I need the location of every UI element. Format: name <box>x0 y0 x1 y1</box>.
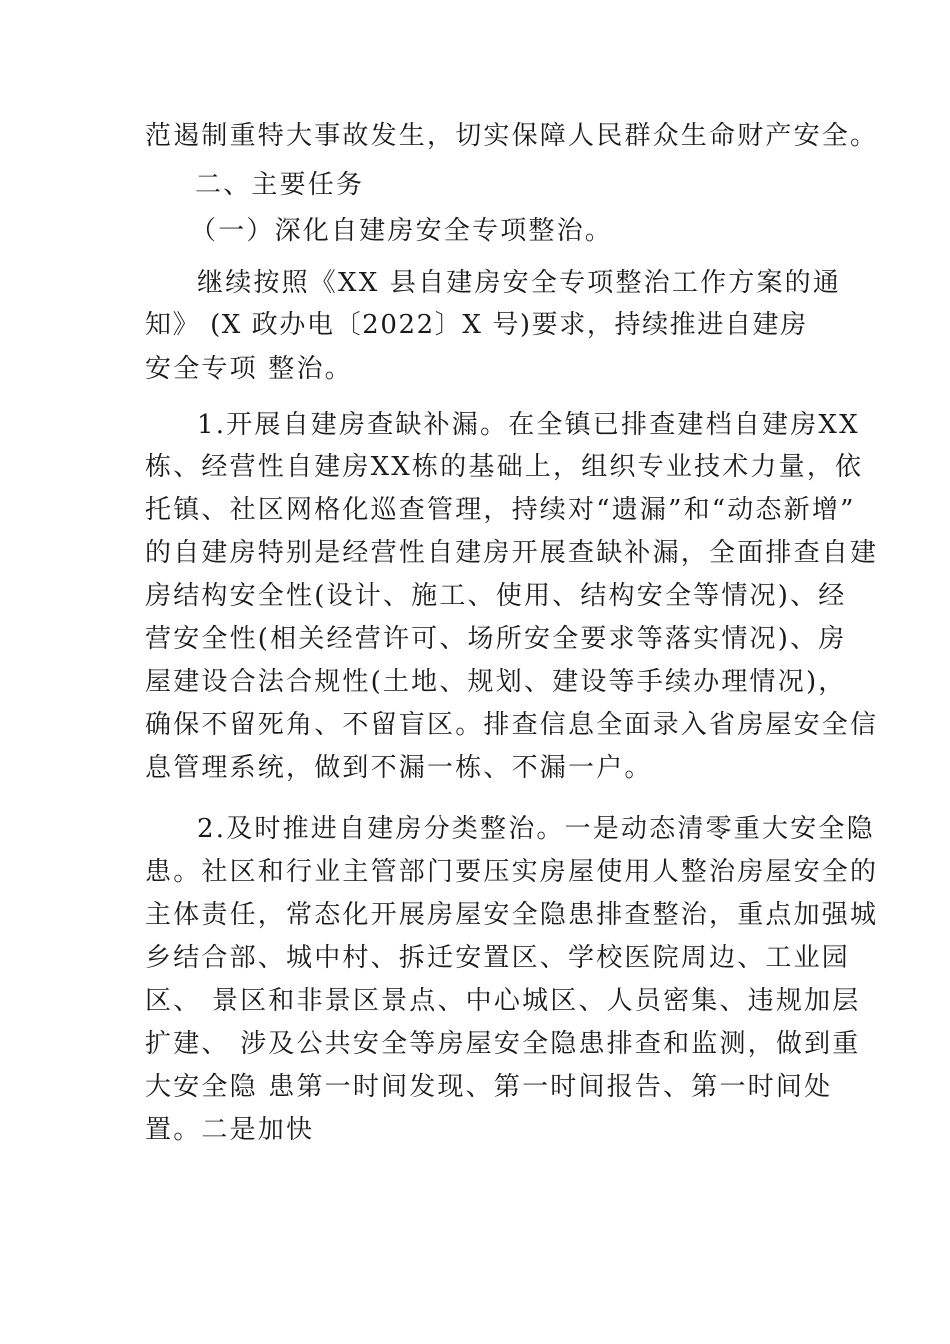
text-line-14: 确保不留死角、不留盲区。排查信息全面录入省房屋安全信 <box>145 710 879 740</box>
text-line-12: 营安全性(相关经营许可、场所安全要求等落实情况)、房 <box>145 624 847 654</box>
text-line-18: 主体责任，常态化开展房屋安全隐患排查整治，重点加强城 <box>145 900 879 930</box>
subsection-heading-1: （一）深化自建房安全专项整治。 <box>190 216 614 246</box>
text-line-6: 安全专项 整治。 <box>145 354 353 384</box>
text-line-7: 1.开展自建房查缺补漏。在全镇已排查建档自建房XX <box>197 410 860 440</box>
text-line-1: 范遏制重特大事故发生，切实保障人民群众生命财产安全。 <box>145 121 879 151</box>
text-line-21: 扩建、 涉及公共安全等房屋安全隐患排查和监测，做到重 <box>145 1029 861 1059</box>
text-line-23: 置。二是加快 <box>145 1115 315 1145</box>
text-line-5: 知》 (X 政办电〔2022〕X 号)要求，持续推进自建房 <box>145 310 808 340</box>
text-line-20: 区、 景区和非景区景点、中心城区、人员密集、违规加层 <box>145 986 861 1016</box>
text-line-10: 的自建房特别是经营性自建房开展查缺补漏，全面排查自建 <box>145 538 879 568</box>
text-line-15: 息管理系统，做到不漏一栋、不漏一户。 <box>145 753 653 783</box>
text-line-11: 房结构安全性(设计、施工、使用、结构安全等情况)、经 <box>145 581 847 611</box>
text-line-16: 2.及时推进自建房分类整治。一是动态清零重大安全隐 <box>197 814 875 844</box>
text-line-9: 托镇、社区网格化巡查管理，持续对“遗漏”和“动态新增” <box>145 495 856 525</box>
text-line-22: 大安全隐 患第一时间发现、第一时间报告、第一时间处 <box>145 1072 833 1102</box>
section-heading-main-tasks: 二、主要任务 <box>195 170 365 200</box>
text-line-13: 屋建设合法合规性(土地、规划、建设等手续办理情况)， <box>145 667 847 697</box>
text-line-19: 乡结合部、城中村、拆迁安置区、学校医院周边、工业园 <box>145 943 851 973</box>
text-line-8: 栋、经营性自建房XX栋的基础上，组织专业技术力量，依 <box>145 452 864 482</box>
text-line-4: 继续按照《XX 县自建房安全专项整治工作方案的通 <box>197 268 842 298</box>
text-line-17: 患。社区和行业主管部门要压实房屋使用人整治房屋安全的 <box>145 857 879 887</box>
